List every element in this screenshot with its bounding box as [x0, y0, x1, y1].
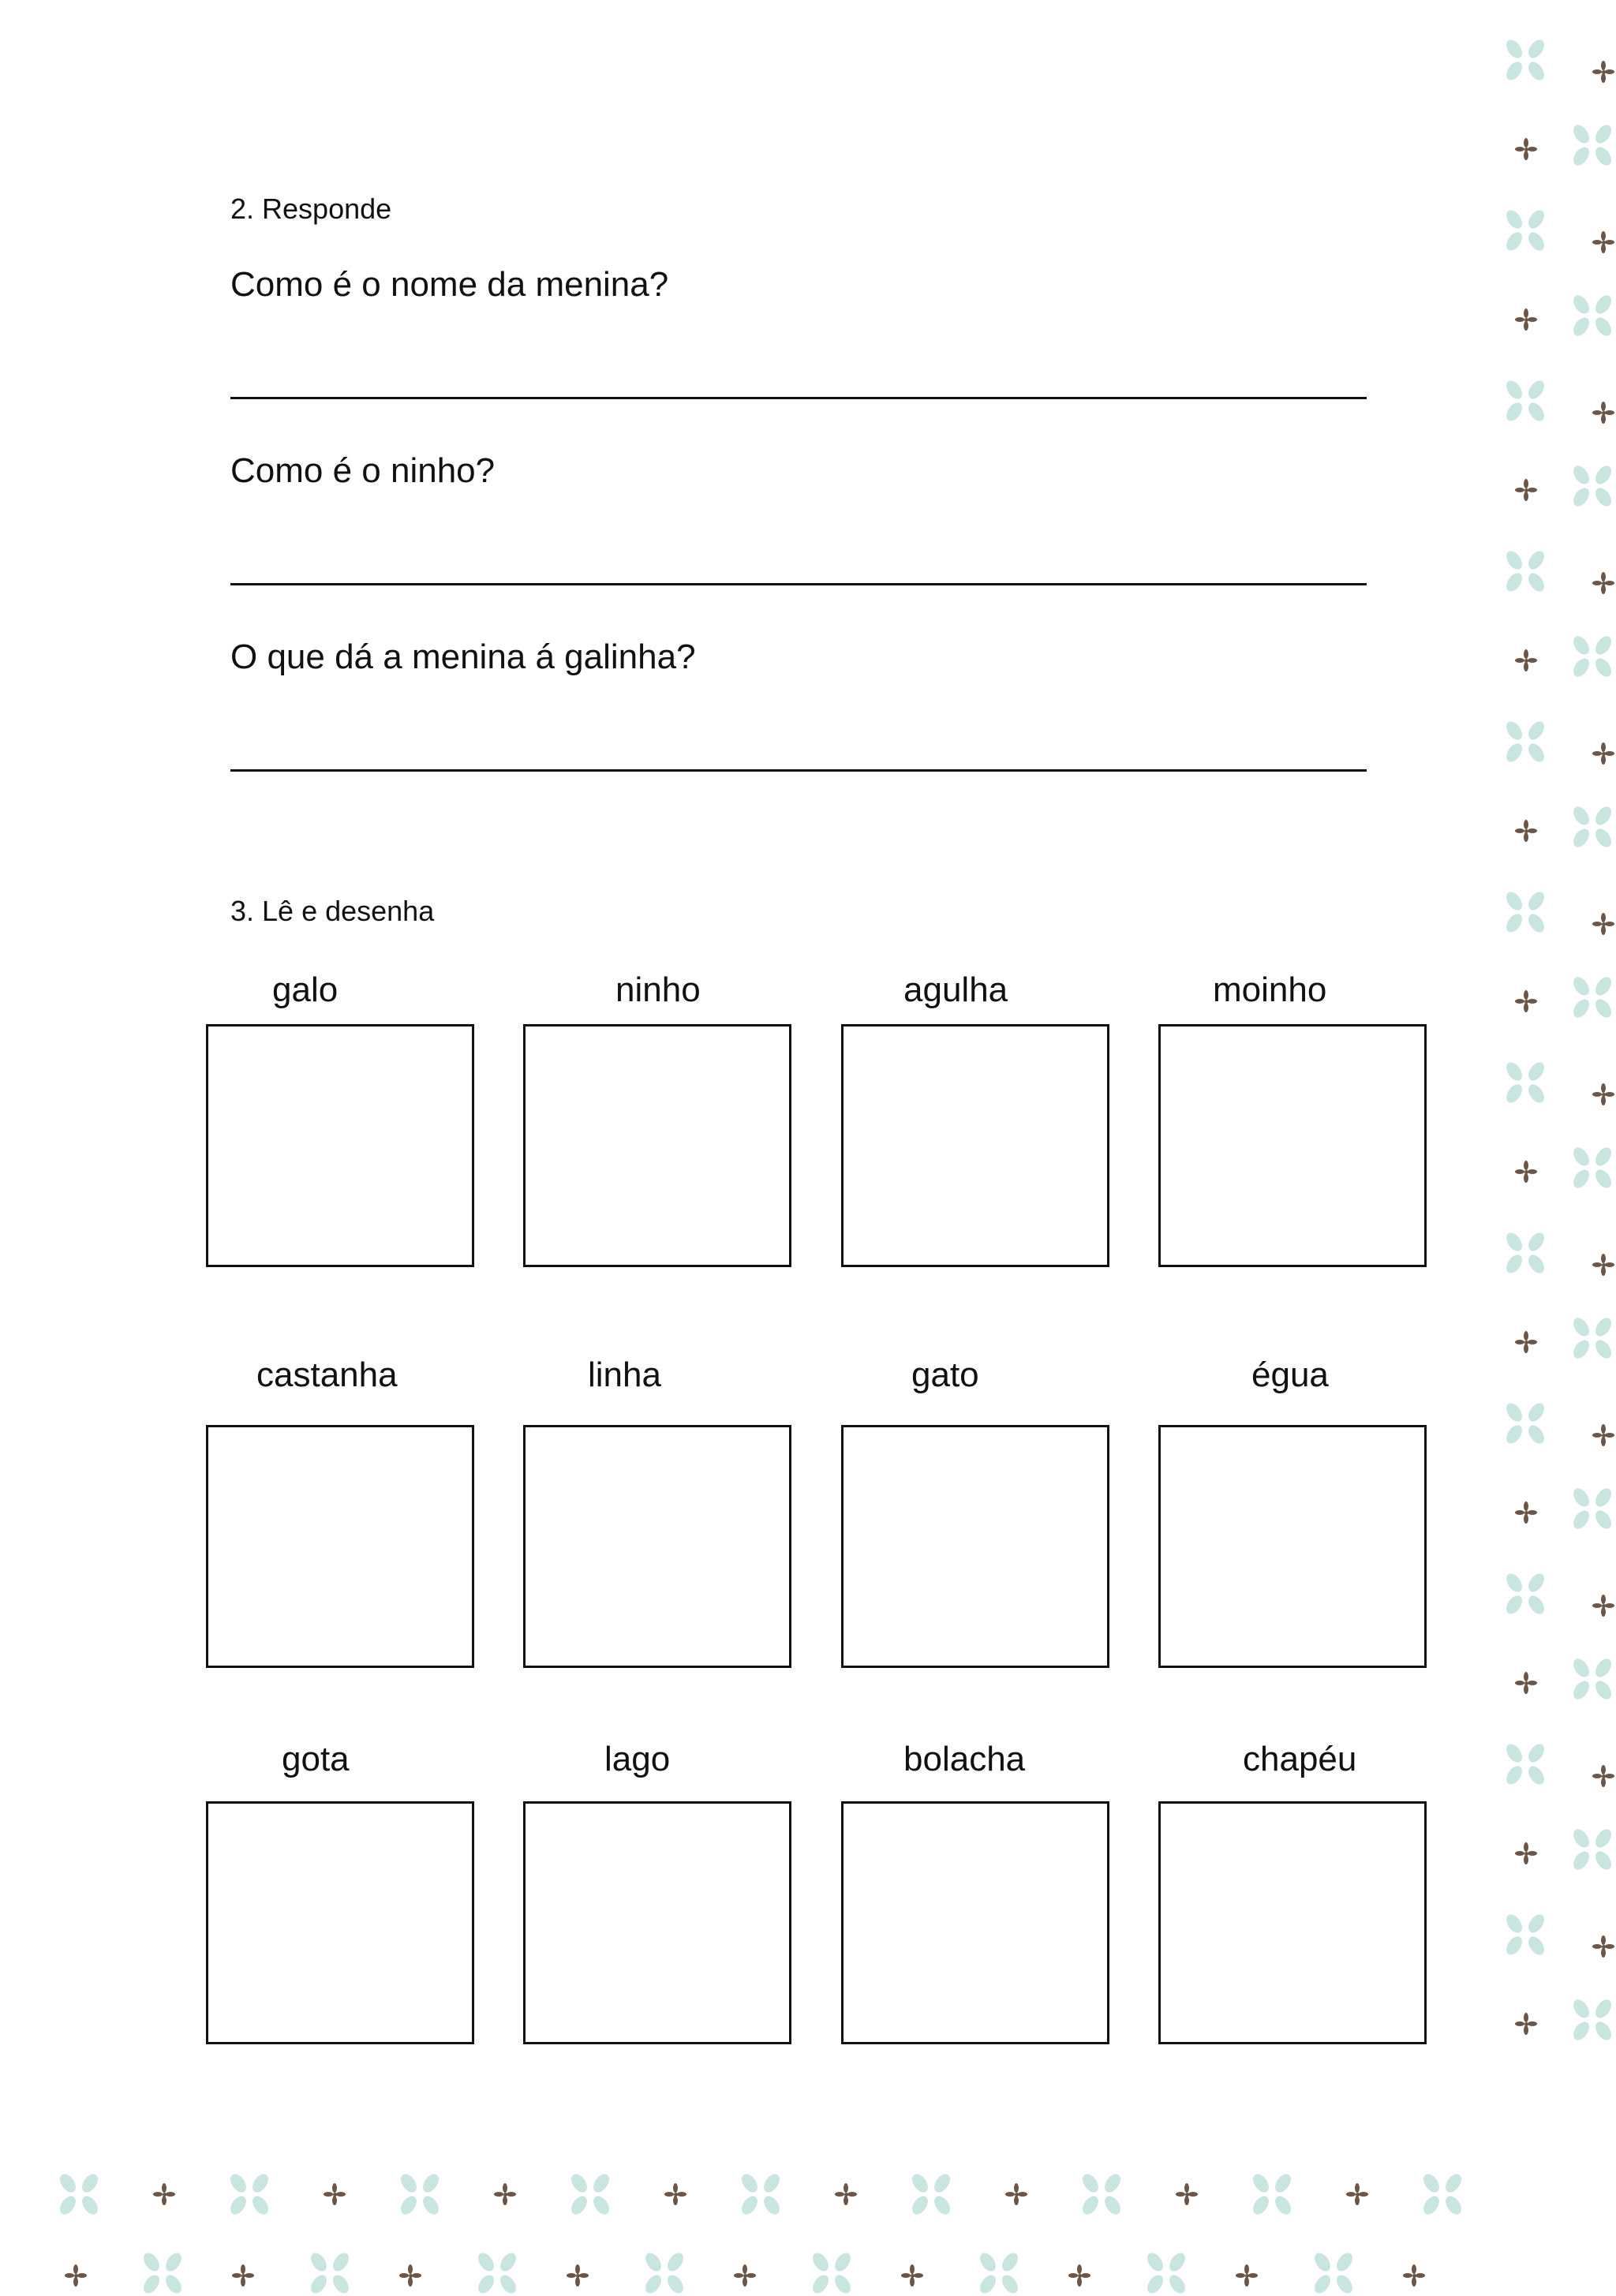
drawing-box-galo[interactable] — [206, 1024, 474, 1267]
answer-line-1[interactable] — [230, 397, 1367, 399]
word-label-ninho: ninho — [615, 970, 701, 1009]
drawing-box-agulha[interactable] — [841, 1024, 1109, 1267]
brown-flower-icon — [1234, 2263, 1259, 2288]
brown-flower-icon — [492, 2182, 518, 2207]
brown-flower-icon — [1591, 1252, 1616, 1277]
teal-flower-icon — [1569, 1314, 1616, 1361]
teal-flower-icon — [1569, 1484, 1616, 1531]
answer-line-2[interactable] — [230, 583, 1367, 585]
teal-flower-icon — [1248, 2170, 1296, 2217]
brown-flower-icon — [152, 2182, 177, 2207]
brown-flower-icon — [398, 2263, 423, 2288]
brown-flower-icon — [900, 2263, 925, 2288]
brown-flower-icon — [1345, 2182, 1370, 2207]
word-label-lago: lago — [604, 1740, 671, 1778]
brown-flower-icon — [1591, 230, 1616, 255]
teal-flower-icon — [226, 2170, 273, 2217]
drawing-box-ninho[interactable] — [523, 1024, 791, 1267]
brown-flower-icon — [1513, 1329, 1539, 1355]
question-3: O que dá a menina á galinha? — [230, 638, 696, 676]
word-label-bolacha: bolacha — [903, 1740, 1026, 1778]
teal-flower-icon — [1569, 802, 1616, 850]
teal-flower-icon — [1502, 1569, 1549, 1617]
brown-flower-icon — [1004, 2182, 1029, 2207]
drawing-box-chapeu[interactable] — [1158, 1801, 1427, 2044]
brown-flower-icon — [732, 2263, 758, 2288]
brown-flower-icon — [1513, 1500, 1539, 1525]
teal-flower-icon — [1569, 462, 1616, 509]
brown-flower-icon — [1591, 1934, 1616, 1959]
word-label-galo: galo — [272, 970, 339, 1009]
brown-flower-icon — [322, 2182, 347, 2207]
teal-flower-icon — [1569, 1655, 1616, 1702]
teal-flower-icon — [975, 2249, 1023, 2296]
drawing-box-egua[interactable] — [1158, 1425, 1427, 1668]
teal-flower-icon — [737, 2170, 784, 2217]
brown-flower-icon — [1591, 1423, 1616, 1448]
brown-flower-icon — [565, 2263, 590, 2288]
teal-flower-icon — [139, 2249, 186, 2296]
brown-flower-icon — [1513, 1841, 1539, 1866]
section-3-title: 3. Lê e desenha — [230, 895, 435, 927]
word-label-gato: gato — [911, 1356, 979, 1394]
teal-flower-icon — [1502, 376, 1549, 424]
drawing-box-moinho[interactable] — [1158, 1024, 1427, 1267]
teal-flower-icon — [1419, 2170, 1466, 2217]
brown-flower-icon — [63, 2263, 88, 2288]
teal-flower-icon — [1569, 121, 1616, 168]
brown-flower-icon — [1513, 818, 1539, 843]
teal-flower-icon — [1502, 888, 1549, 935]
word-label-gota: gota — [282, 1740, 350, 1778]
teal-flower-icon — [1502, 1058, 1549, 1105]
brown-flower-icon — [1174, 2182, 1199, 2207]
teal-flower-icon — [1569, 1825, 1616, 1872]
drawing-box-castanha[interactable] — [206, 1425, 474, 1668]
brown-flower-icon — [1513, 307, 1539, 332]
brown-flower-icon — [1513, 2011, 1539, 2036]
brown-flower-icon — [1591, 1763, 1616, 1789]
teal-flower-icon — [1569, 632, 1616, 679]
word-label-moinho: moinho — [1213, 970, 1327, 1009]
brown-flower-icon — [1591, 911, 1616, 937]
teal-flower-icon — [1502, 206, 1549, 253]
brown-flower-icon — [833, 2182, 858, 2207]
teal-flower-icon — [1502, 36, 1549, 83]
brown-flower-icon — [1591, 59, 1616, 84]
teal-flower-icon — [396, 2170, 443, 2217]
teal-flower-icon — [1502, 1740, 1549, 1787]
brown-flower-icon — [1513, 989, 1539, 1014]
teal-flower-icon — [1569, 973, 1616, 1020]
word-label-egua: égua — [1251, 1356, 1329, 1394]
word-label-castanha: castanha — [256, 1356, 398, 1394]
brown-flower-icon — [663, 2182, 688, 2207]
teal-flower-icon — [808, 2249, 855, 2296]
brown-flower-icon — [230, 2263, 256, 2288]
teal-flower-icon — [1143, 2249, 1190, 2296]
teal-flower-icon — [1502, 1399, 1549, 1446]
brown-flower-icon — [1513, 477, 1539, 503]
teal-flower-icon — [1078, 2170, 1125, 2217]
drawing-box-bolacha[interactable] — [841, 1801, 1109, 2044]
teal-flower-icon — [1310, 2249, 1357, 2296]
teal-flower-icon — [473, 2249, 521, 2296]
answer-line-3[interactable] — [230, 769, 1367, 772]
teal-flower-icon — [641, 2249, 688, 2296]
brown-flower-icon — [1591, 1593, 1616, 1618]
brown-flower-icon — [1591, 570, 1616, 596]
teal-flower-icon — [1569, 1143, 1616, 1191]
brown-flower-icon — [1591, 741, 1616, 766]
brown-flower-icon — [1401, 2263, 1427, 2288]
teal-flower-icon — [1569, 1995, 1616, 2043]
teal-flower-icon — [55, 2170, 103, 2217]
word-label-linha: linha — [588, 1356, 661, 1394]
drawing-box-gato[interactable] — [841, 1425, 1109, 1668]
drawing-box-gota[interactable] — [206, 1801, 474, 2044]
teal-flower-icon — [1502, 547, 1549, 594]
teal-flower-icon — [567, 2170, 614, 2217]
brown-flower-icon — [1591, 400, 1616, 425]
brown-flower-icon — [1591, 1082, 1616, 1107]
question-2: Como é o ninho? — [230, 451, 496, 490]
teal-flower-icon — [907, 2170, 955, 2217]
teal-flower-icon — [1569, 291, 1616, 338]
drawing-box-lago[interactable] — [523, 1801, 791, 2044]
brown-flower-icon — [1513, 1159, 1539, 1184]
drawing-box-linha[interactable] — [523, 1425, 791, 1668]
teal-flower-icon — [1502, 1910, 1549, 1958]
brown-flower-icon — [1513, 648, 1539, 673]
teal-flower-icon — [1502, 717, 1549, 765]
brown-flower-icon — [1513, 136, 1539, 162]
word-label-chapeu: chapéu — [1243, 1740, 1357, 1778]
teal-flower-icon — [1502, 1228, 1549, 1276]
section-2-title: 2. Responde — [230, 193, 392, 225]
brown-flower-icon — [1067, 2263, 1092, 2288]
word-label-agulha: agulha — [903, 970, 1008, 1009]
question-1: Como é o nome da menina? — [230, 265, 669, 304]
brown-flower-icon — [1513, 1670, 1539, 1696]
teal-flower-icon — [306, 2249, 354, 2296]
